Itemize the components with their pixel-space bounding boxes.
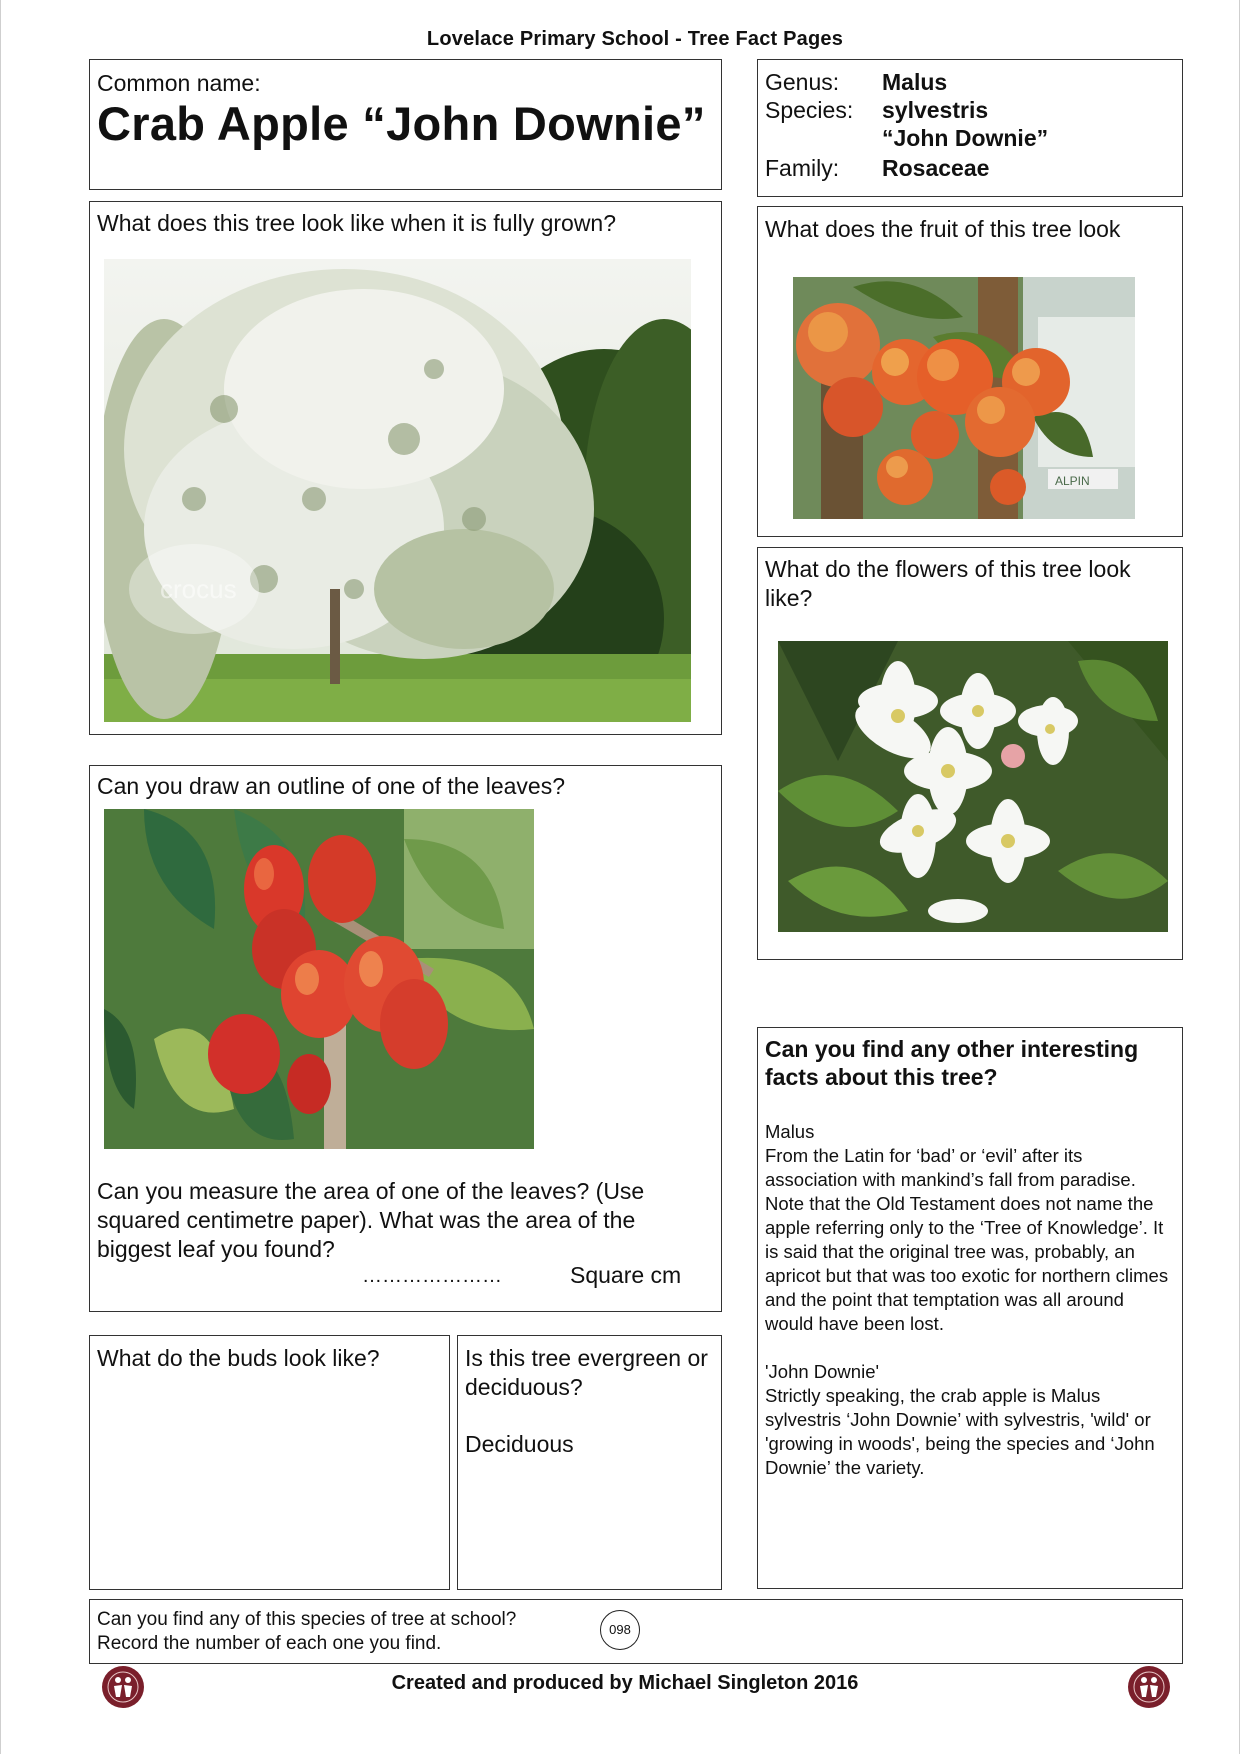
flowers-photo	[778, 641, 1168, 932]
variety-value: “John Downie”	[882, 125, 1049, 151]
footer-credit: Created and produced by Michael Singleton 2016	[391, 1672, 859, 1694]
leaves-box	[89, 765, 722, 1312]
fact-variety-title: 'John Downie'	[765, 1361, 880, 1382]
fruit-question: What does the fruit of this tree look	[765, 216, 1121, 242]
leaf-outline-question: Can you draw an outline of one of the leaves?	[97, 773, 565, 799]
fully-grown-question: What does this tree look like when it is fully grown?	[97, 210, 617, 236]
tree-name: Crab Apple “John Downie”	[97, 97, 706, 150]
evergreen-box	[457, 1335, 722, 1590]
photo-watermark: crocus	[160, 574, 237, 604]
fact-malus-text: From the Latin for ‘bad’ or ‘evil’ after its association with mankind’s fall from paradise. Note that the Old Testament does not name the apple referring only to the ‘Tree of Knowledge’. It is said that the original tree was, probably, an apricot but that was too exotic for northern climes and the point that temptation was all around would have been lost.	[765, 1145, 1169, 1334]
area-answer-dots[interactable]: …………………	[362, 1265, 502, 1287]
fact-variety-text: Strictly speaking, the crab apple is Malus sylvestris ‘John Downie’ with sylvestris, 'wild' or 'growing in woods', being the species and ‘John Downie’ the variety.	[765, 1385, 1155, 1478]
flowers-box	[757, 547, 1183, 960]
school-logo-right-icon	[1127, 1665, 1171, 1709]
facts-box	[757, 1027, 1183, 1589]
evergreen-question: Is this tree evergreen or deciduous?	[465, 1345, 708, 1400]
school-count-box	[89, 1599, 1183, 1664]
tree-photo-image	[104, 259, 691, 722]
common-name-box	[89, 59, 722, 190]
area-unit: Square cm	[570, 1262, 682, 1288]
facts-question: Can you find any other interesting facts about this tree?	[765, 1036, 1139, 1090]
flowers-question: What do the flowers of this tree look like?	[765, 556, 1131, 611]
fruit-photo-image	[793, 277, 1135, 519]
fruit-box	[757, 206, 1183, 537]
tree-photo	[104, 259, 691, 722]
flowers-photo-image	[778, 641, 1168, 932]
buds-box	[89, 1335, 450, 1590]
school-count-line1: Can you find any of this species of tree at school?	[97, 1609, 517, 1630]
school-count-line2: Record the number of each one you find.	[97, 1633, 442, 1654]
fact-malus-title: Malus	[765, 1121, 815, 1142]
fruit-photo	[793, 277, 1135, 519]
leaves-photo	[104, 809, 534, 1149]
buds-question: What do the buds look like?	[97, 1345, 380, 1371]
school-logo-left-icon	[101, 1665, 145, 1709]
evergreen-answer: Deciduous	[465, 1431, 574, 1457]
genus-label: Genus:	[765, 69, 840, 95]
fruit-photo-sign: ALPIN	[1055, 474, 1090, 488]
family-label: Family:	[765, 155, 840, 181]
taxonomy-box	[757, 59, 1183, 197]
facts-body	[765, 1120, 1175, 1504]
species-label: Species:	[765, 97, 854, 123]
family-value: Rosaceae	[882, 155, 990, 181]
fully-grown-box	[89, 201, 722, 735]
common-name-label: Common name:	[97, 70, 261, 96]
genus-value: Malus	[882, 69, 948, 95]
leaf-area-question: Can you measure the area of one of the leaves? (Use squared centimetre paper). What was the area of the biggest leaf you found?	[97, 1178, 645, 1262]
leaves-photo-image	[104, 809, 534, 1149]
page-title: Lovelace Primary School - Tree Fact Pages	[426, 28, 844, 50]
record-number-badge[interactable]: 098	[600, 1610, 640, 1650]
species-value: sylvestris	[882, 97, 989, 123]
